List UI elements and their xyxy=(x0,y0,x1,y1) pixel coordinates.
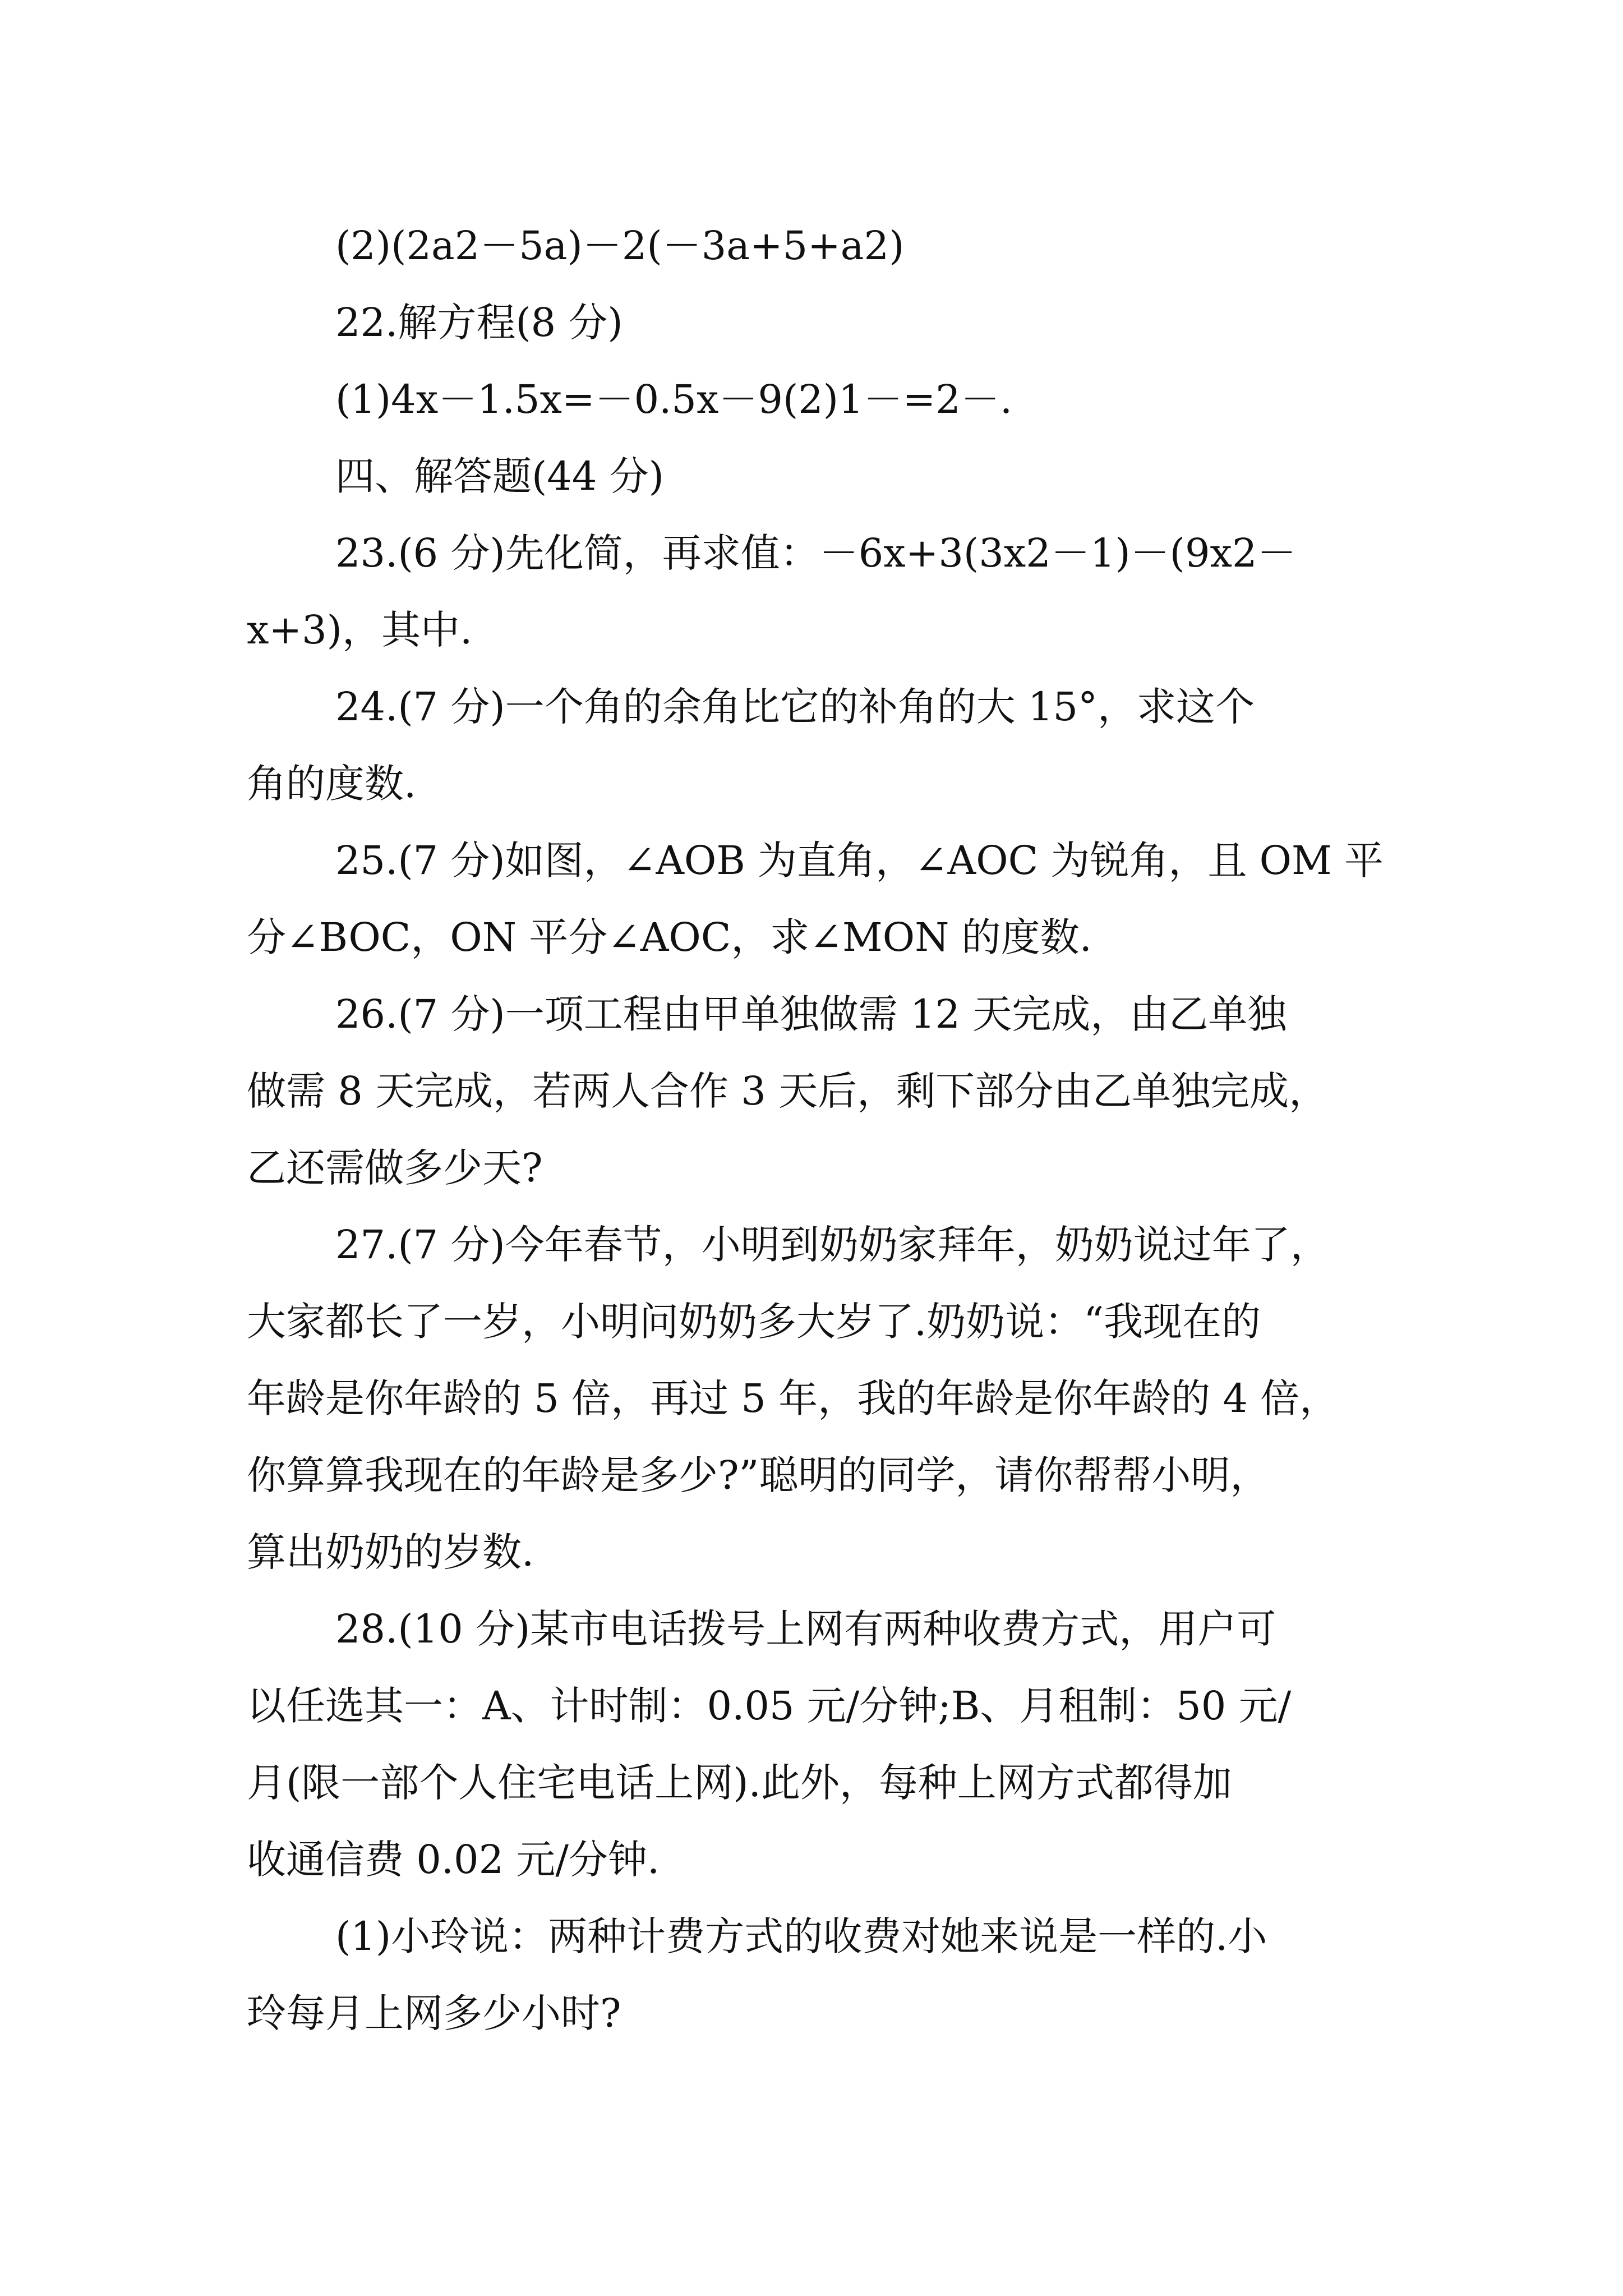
text-line-q28: 28.(10 分)某市电话拨号上网有两种收费方式，用户可 xyxy=(335,1606,1276,1652)
text-line-q21-part2: (2)(2a2－5a)－2(－3a+5+a2) xyxy=(335,223,905,269)
text-line-q25-cont: 分∠BOC，ON 平分∠AOC，求∠MON 的度数. xyxy=(247,914,1092,960)
text-line-q22-equations: (1)4x－1.5x=－0.5x－9(2)1－=2－. xyxy=(335,376,1013,422)
text-line-q27-cont-2: 年龄是你年龄的 5 倍，再过 5 年，我的年龄是你年龄的 4 倍， xyxy=(247,1375,1339,1421)
text-line-q28-cont-3: 收通信费 0.02 元/分钟. xyxy=(247,1837,660,1883)
text-line-q24: 24.(7 分)一个角的余角比它的补角的大 15°，求这个 xyxy=(335,684,1255,730)
text-line-q27-cont-3: 你算算我现在的年龄是多少?”聪明的同学，请你帮帮小明， xyxy=(247,1452,1270,1498)
text-line-q22-heading: 22.解方程(8 分) xyxy=(335,300,623,346)
text-line-q27: 27.(7 分)今年春节，小明到奶奶家拜年，奶奶说过年了， xyxy=(335,1222,1330,1268)
text-line-q28-cont-2: 月(限一部个人住宅电话上网).此外，每种上网方式都得加 xyxy=(247,1760,1232,1806)
text-line-q26: 26.(7 分)一项工程由甲单独做需 12 天完成，由乙单独 xyxy=(335,991,1287,1037)
text-line-q25: 25.(7 分)如图，∠AOB 为直角，∠AOC 为锐角，且 OM 平 xyxy=(335,838,1384,884)
text-line-q27-cont-1: 大家都长了一岁，小明问奶奶多大岁了.奶奶说：“我现在的 xyxy=(247,1299,1261,1345)
text-line-q26-cont-2: 乙还需做多少天? xyxy=(247,1145,543,1191)
section-heading-4: 四、解答题(44 分) xyxy=(335,453,664,499)
text-line-q28-cont-1: 以任选其一：A、计时制：0.05 元/分钟;B、月租制：50 元/ xyxy=(247,1683,1292,1729)
text-line-q23: 23.(6 分)先化简，再求值：－6x+3(3x2－1)－(9x2－ xyxy=(335,530,1297,576)
text-line-q23-cont: x+3)，其中. xyxy=(247,607,473,653)
text-line-q28-part1-cont: 玲每月上网多少小时? xyxy=(247,1990,621,2036)
text-line-q26-cont-1: 做需 8 天完成，若两人合作 3 天后，剩下部分由乙单独完成， xyxy=(247,1068,1329,1114)
document-body xyxy=(247,208,1396,2052)
text-line-q24-cont: 角的度数. xyxy=(247,761,417,807)
text-line-q27-cont-4: 算出奶奶的岁数. xyxy=(247,1529,534,1575)
text-line-q28-part1: (1)小玲说：两种计费方式的收费对她来说是一样的.小 xyxy=(335,1913,1267,1959)
